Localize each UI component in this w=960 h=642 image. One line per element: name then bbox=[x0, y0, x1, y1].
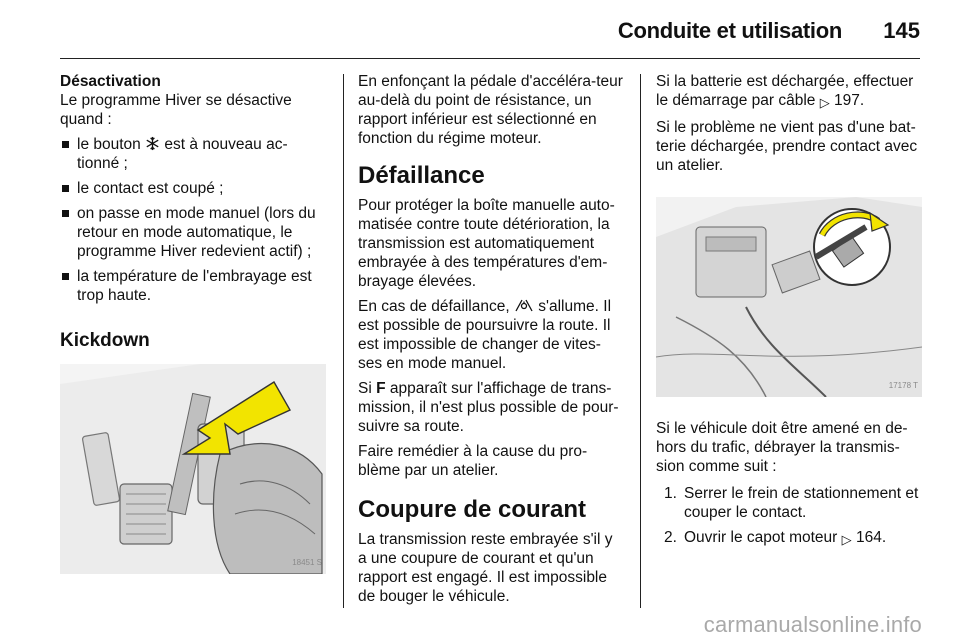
page-header bbox=[0, 0, 960, 60]
desactivation-heading: Désactivation bbox=[60, 73, 161, 90]
defaillance-heading: Défaillance bbox=[358, 162, 485, 189]
column-2 bbox=[358, 72, 624, 612]
section-title: Conduite et utilisation bbox=[617, 18, 842, 43]
column-3 bbox=[656, 72, 924, 555]
battery-paragraph: Si la batterie est déchargée, effectuer le démarrage par câble ▷ 197. bbox=[656, 73, 914, 110]
column-divider-1 bbox=[343, 74, 344, 608]
list-item: la température de l'embrayage est trop haute. bbox=[60, 267, 328, 305]
bullet-square bbox=[62, 185, 69, 192]
header-divider bbox=[60, 58, 920, 59]
page-reference-icon: ▷ bbox=[841, 532, 852, 547]
list-item: le bouton est à nouveau ac-tionné ; bbox=[60, 135, 328, 173]
kickdown-text: En enfonçant la pédale d'accéléra-teur au-delà du point de résistance, un rapport inférieur est sélectionné en fonction du régime moteur. bbox=[358, 73, 623, 147]
engine-bay-illustration bbox=[656, 197, 922, 397]
pedal-illustration bbox=[60, 364, 326, 574]
gearbox-warning-icon bbox=[514, 298, 534, 313]
kickdown-heading: Kickdown bbox=[60, 330, 150, 351]
steps-list bbox=[656, 484, 924, 549]
bullet-square bbox=[62, 210, 69, 217]
coupure-text: La transmission reste embrayée s'il y a une coupure de courant et qu'un rapport est engagé. Il est impossible de bouger le véhicule. bbox=[358, 531, 613, 605]
defaillance-paragraph-4: Faire remédier à la cause du pro-blème par un atelier. bbox=[358, 443, 588, 479]
page-reference-icon: ▷ bbox=[819, 95, 830, 110]
bullet-square bbox=[62, 273, 69, 280]
snowflake-icon bbox=[145, 136, 160, 151]
defaillance-paragraph-3: Si F apparaît sur l'affichage de trans-mission, il n'est plus possible de pour-suivre sa route. bbox=[358, 380, 619, 435]
list-item: on passe en mode manuel (lors du retour en mode automatique, le programme Hiver redevient actif) ; bbox=[60, 204, 328, 261]
figure-code: 18451 S bbox=[292, 558, 322, 567]
watermark: carmanualsonline.info bbox=[703, 612, 922, 637]
workshop-paragraph: Si le problème ne vient pas d'une bat-terie déchargée, prendre contact avec un atelier. bbox=[656, 119, 918, 174]
kickdown-figure bbox=[60, 364, 326, 574]
figure-code: 17178 T bbox=[888, 381, 918, 390]
defaillance-paragraph-1: Pour protéger la boîte manuelle auto-matisée contre toute détérioration, la transmission est automatiquement embrayée à des températures d'em-brayage élevées. bbox=[358, 197, 615, 290]
traffic-paragraph: Si le véhicule doit être amené en de-hors du trafic, débrayer la transmis-sion comme suit : bbox=[656, 420, 908, 475]
column-divider-2 bbox=[640, 74, 641, 608]
engine-bay-figure bbox=[656, 197, 922, 397]
desactivation-list bbox=[60, 135, 328, 305]
bullet-square bbox=[62, 141, 69, 148]
list-item: 1. Serrer le frein de stationnement et couper le contact. bbox=[664, 485, 919, 521]
coupure-heading: Coupure de courant bbox=[358, 496, 587, 523]
list-item: 2. Ouvrir le capot moteur ▷ 164. bbox=[664, 529, 887, 547]
page-number: 145 bbox=[883, 18, 920, 43]
list-item: le contact est coupé ; bbox=[60, 179, 328, 198]
desactivation-intro: Le programme Hiver se désactive quand : bbox=[60, 92, 292, 128]
defaillance-paragraph-2: En cas de défaillance, s'allume. Il est possible de poursuivre la route. Il est impossible de changer de vites-ses en mode manuel. bbox=[358, 298, 612, 372]
column-1 bbox=[60, 72, 328, 574]
